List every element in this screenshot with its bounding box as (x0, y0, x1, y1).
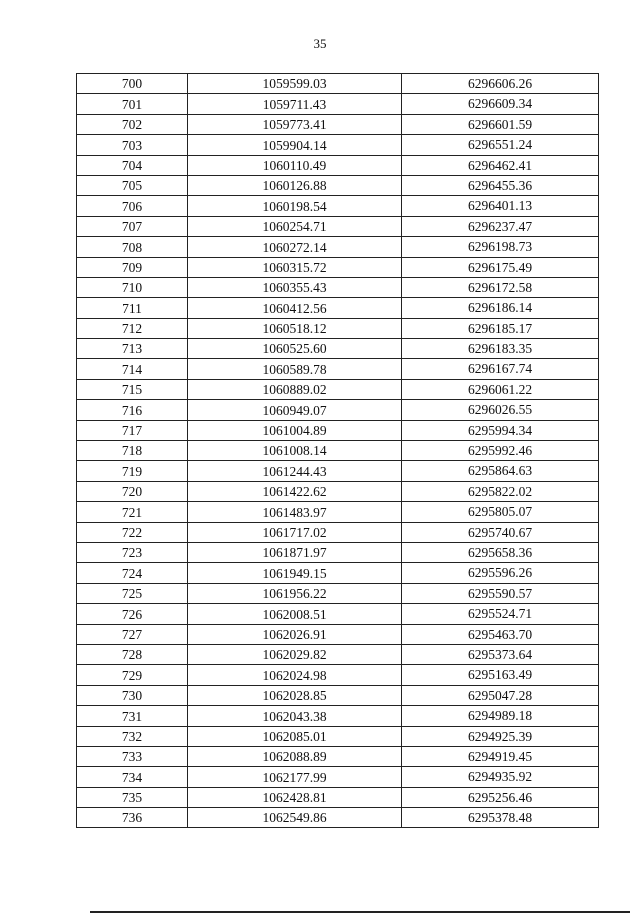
table-row (77, 400, 599, 420)
table-row (77, 420, 599, 440)
x-coordinate-cell: 1060254.71 (188, 216, 402, 236)
x-coordinate-cell: 1061004.89 (188, 420, 402, 440)
x-coordinate-cell: 1062029.82 (188, 644, 402, 664)
x-coordinate-cell: 1060272.14 (188, 237, 402, 257)
table-row (77, 624, 599, 644)
x-coordinate-cell: 1060518.12 (188, 318, 402, 338)
x-coordinate-cell: 1060412.56 (188, 298, 402, 318)
table-row (77, 665, 599, 685)
y-coordinate-cell: 6295163.49 (402, 665, 599, 685)
table-row (77, 441, 599, 461)
page-number: 35 (313, 36, 327, 51)
table-body (77, 74, 599, 828)
table-row (77, 706, 599, 726)
table-row (77, 726, 599, 746)
y-coordinate-cell: 6295805.07 (402, 502, 599, 522)
x-coordinate-cell: 1061717.02 (188, 522, 402, 542)
x-coordinate-cell: 1060198.54 (188, 196, 402, 216)
y-coordinate-cell: 6296185.17 (402, 318, 599, 338)
x-coordinate-cell: 1059599.03 (188, 74, 402, 94)
y-coordinate-cell: 6295256.46 (402, 787, 599, 807)
point-number-cell: 714 (77, 359, 188, 379)
x-coordinate-cell: 1060889.02 (188, 379, 402, 399)
y-coordinate-cell: 6295994.34 (402, 420, 599, 440)
table-row (77, 604, 599, 624)
point-number-cell: 718 (77, 441, 188, 461)
table-row (77, 277, 599, 297)
x-coordinate-cell: 1059711.43 (188, 94, 402, 114)
table-row (77, 155, 599, 175)
y-coordinate-cell: 6295864.63 (402, 461, 599, 481)
y-coordinate-cell: 6296026.55 (402, 400, 599, 420)
y-coordinate-cell: 6295822.02 (402, 481, 599, 501)
point-number-cell: 708 (77, 237, 188, 257)
y-coordinate-cell: 6296401.13 (402, 196, 599, 216)
point-number-cell: 722 (77, 522, 188, 542)
y-coordinate-cell: 6295740.67 (402, 522, 599, 542)
y-coordinate-cell: 6296167.74 (402, 359, 599, 379)
point-number-cell: 701 (77, 94, 188, 114)
table-row (77, 257, 599, 277)
table-row (77, 298, 599, 318)
x-coordinate-cell: 1060126.88 (188, 175, 402, 195)
y-coordinate-cell: 6296186.14 (402, 298, 599, 318)
table-row (77, 583, 599, 603)
y-coordinate-cell: 6295463.70 (402, 624, 599, 644)
y-coordinate-cell: 6296183.35 (402, 339, 599, 359)
table-row (77, 379, 599, 399)
table-row (77, 502, 599, 522)
point-number-cell: 705 (77, 175, 188, 195)
point-number-cell: 731 (77, 706, 188, 726)
y-coordinate-cell: 6296237.47 (402, 216, 599, 236)
point-number-cell: 703 (77, 135, 188, 155)
point-number-cell: 725 (77, 583, 188, 603)
point-number-cell: 729 (77, 665, 188, 685)
x-coordinate-cell: 1061483.97 (188, 502, 402, 522)
point-number-cell: 736 (77, 808, 188, 828)
table-row (77, 237, 599, 257)
x-coordinate-cell: 1059773.41 (188, 114, 402, 134)
point-number-cell: 700 (77, 74, 188, 94)
x-coordinate-cell: 1062024.98 (188, 665, 402, 685)
point-number-cell: 716 (77, 400, 188, 420)
table-row (77, 461, 599, 481)
point-number-cell: 704 (77, 155, 188, 175)
table-row (77, 563, 599, 583)
x-coordinate-cell: 1061949.15 (188, 563, 402, 583)
table-row (77, 114, 599, 134)
point-number-cell: 706 (77, 196, 188, 216)
table-row (77, 685, 599, 705)
table-row (77, 74, 599, 94)
y-coordinate-cell: 6296175.49 (402, 257, 599, 277)
table-row (77, 359, 599, 379)
x-coordinate-cell: 1061871.97 (188, 542, 402, 562)
x-coordinate-cell: 1062428.81 (188, 787, 402, 807)
x-coordinate-cell: 1060525.60 (188, 339, 402, 359)
table-row (77, 808, 599, 828)
y-coordinate-cell: 6295992.46 (402, 441, 599, 461)
y-coordinate-cell: 6294919.45 (402, 746, 599, 766)
x-coordinate-cell: 1062088.89 (188, 746, 402, 766)
y-coordinate-cell: 6294989.18 (402, 706, 599, 726)
x-coordinate-cell: 1060589.78 (188, 359, 402, 379)
y-coordinate-cell: 6295590.57 (402, 583, 599, 603)
x-coordinate-cell: 1060355.43 (188, 277, 402, 297)
point-number-cell: 734 (77, 767, 188, 787)
y-coordinate-cell: 6295596.26 (402, 563, 599, 583)
y-coordinate-cell: 6296601.59 (402, 114, 599, 134)
y-coordinate-cell: 6296061.22 (402, 379, 599, 399)
table-row (77, 522, 599, 542)
coordinates-table (76, 73, 599, 828)
point-number-cell: 720 (77, 481, 188, 501)
point-number-cell: 712 (77, 318, 188, 338)
y-coordinate-cell: 6296606.26 (402, 74, 599, 94)
table-row (77, 216, 599, 236)
table-row (77, 339, 599, 359)
x-coordinate-cell: 1062026.91 (188, 624, 402, 644)
table-row (77, 196, 599, 216)
point-number-cell: 728 (77, 644, 188, 664)
point-number-cell: 710 (77, 277, 188, 297)
point-number-cell: 709 (77, 257, 188, 277)
table-row (77, 318, 599, 338)
point-number-cell: 715 (77, 379, 188, 399)
y-coordinate-cell: 6294925.39 (402, 726, 599, 746)
y-coordinate-cell: 6296455.36 (402, 175, 599, 195)
point-number-cell: 723 (77, 542, 188, 562)
point-number-cell: 717 (77, 420, 188, 440)
x-coordinate-cell: 1062043.38 (188, 706, 402, 726)
table-row (77, 175, 599, 195)
point-number-cell: 732 (77, 726, 188, 746)
point-number-cell: 726 (77, 604, 188, 624)
x-coordinate-cell: 1061422.62 (188, 481, 402, 501)
x-coordinate-cell: 1062085.01 (188, 726, 402, 746)
y-coordinate-cell: 6296198.73 (402, 237, 599, 257)
point-number-cell: 702 (77, 114, 188, 134)
point-number-cell: 733 (77, 746, 188, 766)
y-coordinate-cell: 6296609.34 (402, 94, 599, 114)
point-number-cell: 735 (77, 787, 188, 807)
point-number-cell: 713 (77, 339, 188, 359)
y-coordinate-cell: 6296551.24 (402, 135, 599, 155)
point-number-cell: 711 (77, 298, 188, 318)
y-coordinate-cell: 6295373.64 (402, 644, 599, 664)
table-row (77, 644, 599, 664)
point-number-cell: 721 (77, 502, 188, 522)
point-number-cell: 707 (77, 216, 188, 236)
point-number-cell: 730 (77, 685, 188, 705)
y-coordinate-cell: 6294935.92 (402, 767, 599, 787)
y-coordinate-cell: 6295658.36 (402, 542, 599, 562)
point-number-cell: 724 (77, 563, 188, 583)
table-row (77, 135, 599, 155)
table-row (77, 542, 599, 562)
x-coordinate-cell: 1060949.07 (188, 400, 402, 420)
point-number-cell: 727 (77, 624, 188, 644)
y-coordinate-cell: 6295524.71 (402, 604, 599, 624)
x-coordinate-cell: 1062008.51 (188, 604, 402, 624)
table-row (77, 481, 599, 501)
x-coordinate-cell: 1061008.14 (188, 441, 402, 461)
x-coordinate-cell: 1062177.99 (188, 767, 402, 787)
x-coordinate-cell: 1062549.86 (188, 808, 402, 828)
y-coordinate-cell: 6295047.28 (402, 685, 599, 705)
x-coordinate-cell: 1062028.85 (188, 685, 402, 705)
x-coordinate-cell: 1060315.72 (188, 257, 402, 277)
table-row (77, 746, 599, 766)
x-coordinate-cell: 1061244.43 (188, 461, 402, 481)
bottom-rule (90, 911, 630, 913)
table-row (77, 767, 599, 787)
table-row (77, 787, 599, 807)
y-coordinate-cell: 6296462.41 (402, 155, 599, 175)
y-coordinate-cell: 6295378.48 (402, 808, 599, 828)
y-coordinate-cell: 6296172.58 (402, 277, 599, 297)
table-row (77, 94, 599, 114)
x-coordinate-cell: 1060110.49 (188, 155, 402, 175)
point-number-cell: 719 (77, 461, 188, 481)
x-coordinate-cell: 1061956.22 (188, 583, 402, 603)
x-coordinate-cell: 1059904.14 (188, 135, 402, 155)
